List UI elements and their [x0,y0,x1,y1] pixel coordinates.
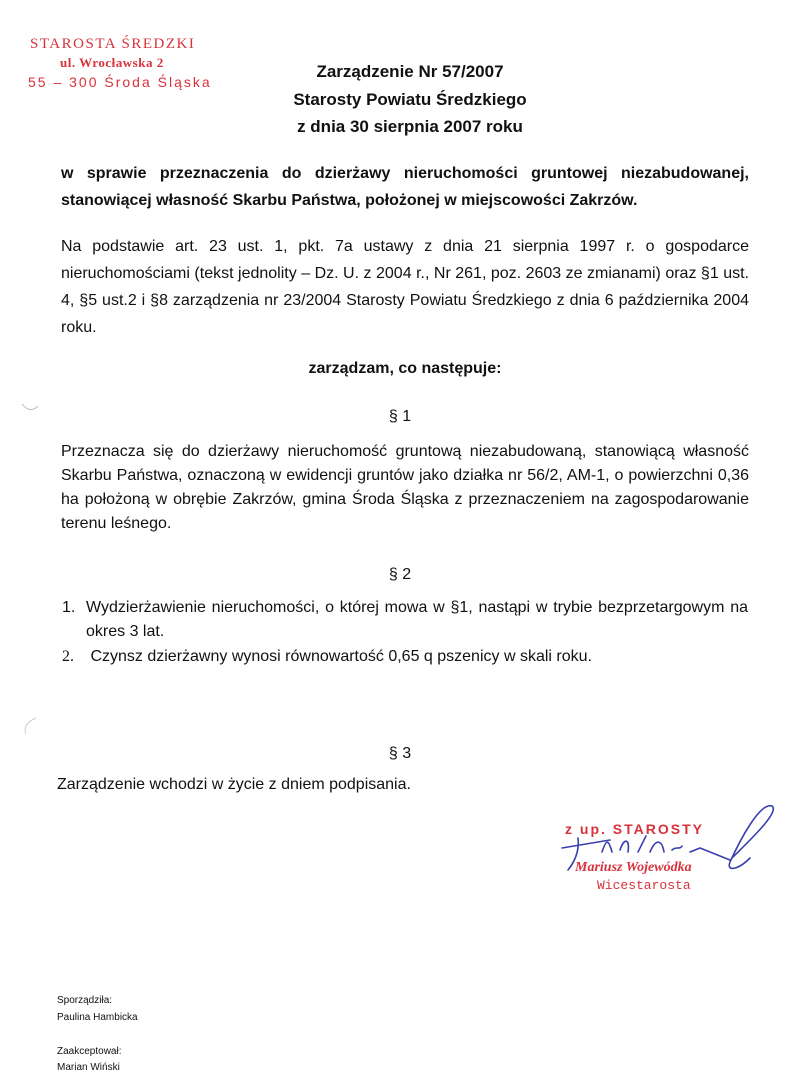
punch-hole-mark [20,716,40,736]
stamp-street: ul. Wrocławska 2 [60,55,164,70]
section-1-text: Przeznacza się do dzierżawy nieruchomość gruntową niezabudowaną, stanowiącą własność Skarbu Państwa, oznaczoną w ewidencji gruntów jako działka nr 56/2, AM-1, o powierzchni 0,36 ha położoną w obrębie Zakrzów, gmina Środa Śląska z przeznaczeniem na zagospodarowanie terenu leśnego. [61,443,749,532]
list-item-number: 1. [62,599,76,616]
accepted-by-name: Marian Wiński [57,1062,120,1073]
stamp-city: 55 – 300 Środa Śląska [28,74,212,90]
prepared-by-name: Paulina Hambicka [57,1012,138,1023]
signatory-role: Wicestarosta [597,878,691,893]
document-title: Zarządzenie Nr 57/2007 [316,62,504,81]
section-2-heading: § 2 [388,566,412,583]
list-item [62,648,748,666]
section-3-heading: § 3 [388,745,412,762]
list-item-text: Czynsz dzierżawny wynosi równowartość 0,65 q pszenicy w skali roku. [90,648,592,665]
document-subject: w sprawie przeznaczenia do dzierżawy nieruchomości gruntowej niezabudowanej, stanowiącej własność Skarbu Państwa, położonej w miejscowości Zakrzów. [61,165,749,209]
list-item-number: 2. [62,648,74,665]
stamp-office-name: STAROSTA ŚREDZKI [30,36,196,52]
document-date: z dnia 30 sierpnia 2007 roku [297,117,523,136]
handwritten-signature [550,800,790,890]
accepted-by-label: Zaakceptował: [57,1046,122,1057]
list-item-text: Wydzierżawienie nieruchomości, o której mowa w §1, nastąpi w trybie bezprzetargowym na okres 3 lat. [86,599,748,640]
document-issuer: Starosty Powiatu Średzkiego [293,90,527,109]
punch-hole-mark [20,398,40,418]
prepared-by-label: Sporządziła: [57,995,113,1006]
signatory-name: Mariusz Wojewódka [575,860,692,875]
list-item [62,596,748,644]
decree-heading: zarządzam, co następuje: [308,360,502,377]
signature-title: z up. STAROSTY [565,821,704,837]
section-1-heading: § 1 [388,408,412,425]
section-3-text: Zarządzenie wchodzi w życie z dniem podpisania. [57,776,411,793]
legal-basis-paragraph: Na podstawie art. 23 ust. 1, pkt. 7a ustawy z dnia 21 sierpnia 1997 r. o gospodarce nieruchomościami (tekst jednolity – Dz. U. z 2004 r., Nr 261, poz. 2603 ze zmianami) oraz §1 ust. 4, §5 ust.2 i §8 zarządzenia nr 23/2004 Starosty Powiatu Średzkiego z dnia 6 października 2004 roku. [61,238,749,336]
